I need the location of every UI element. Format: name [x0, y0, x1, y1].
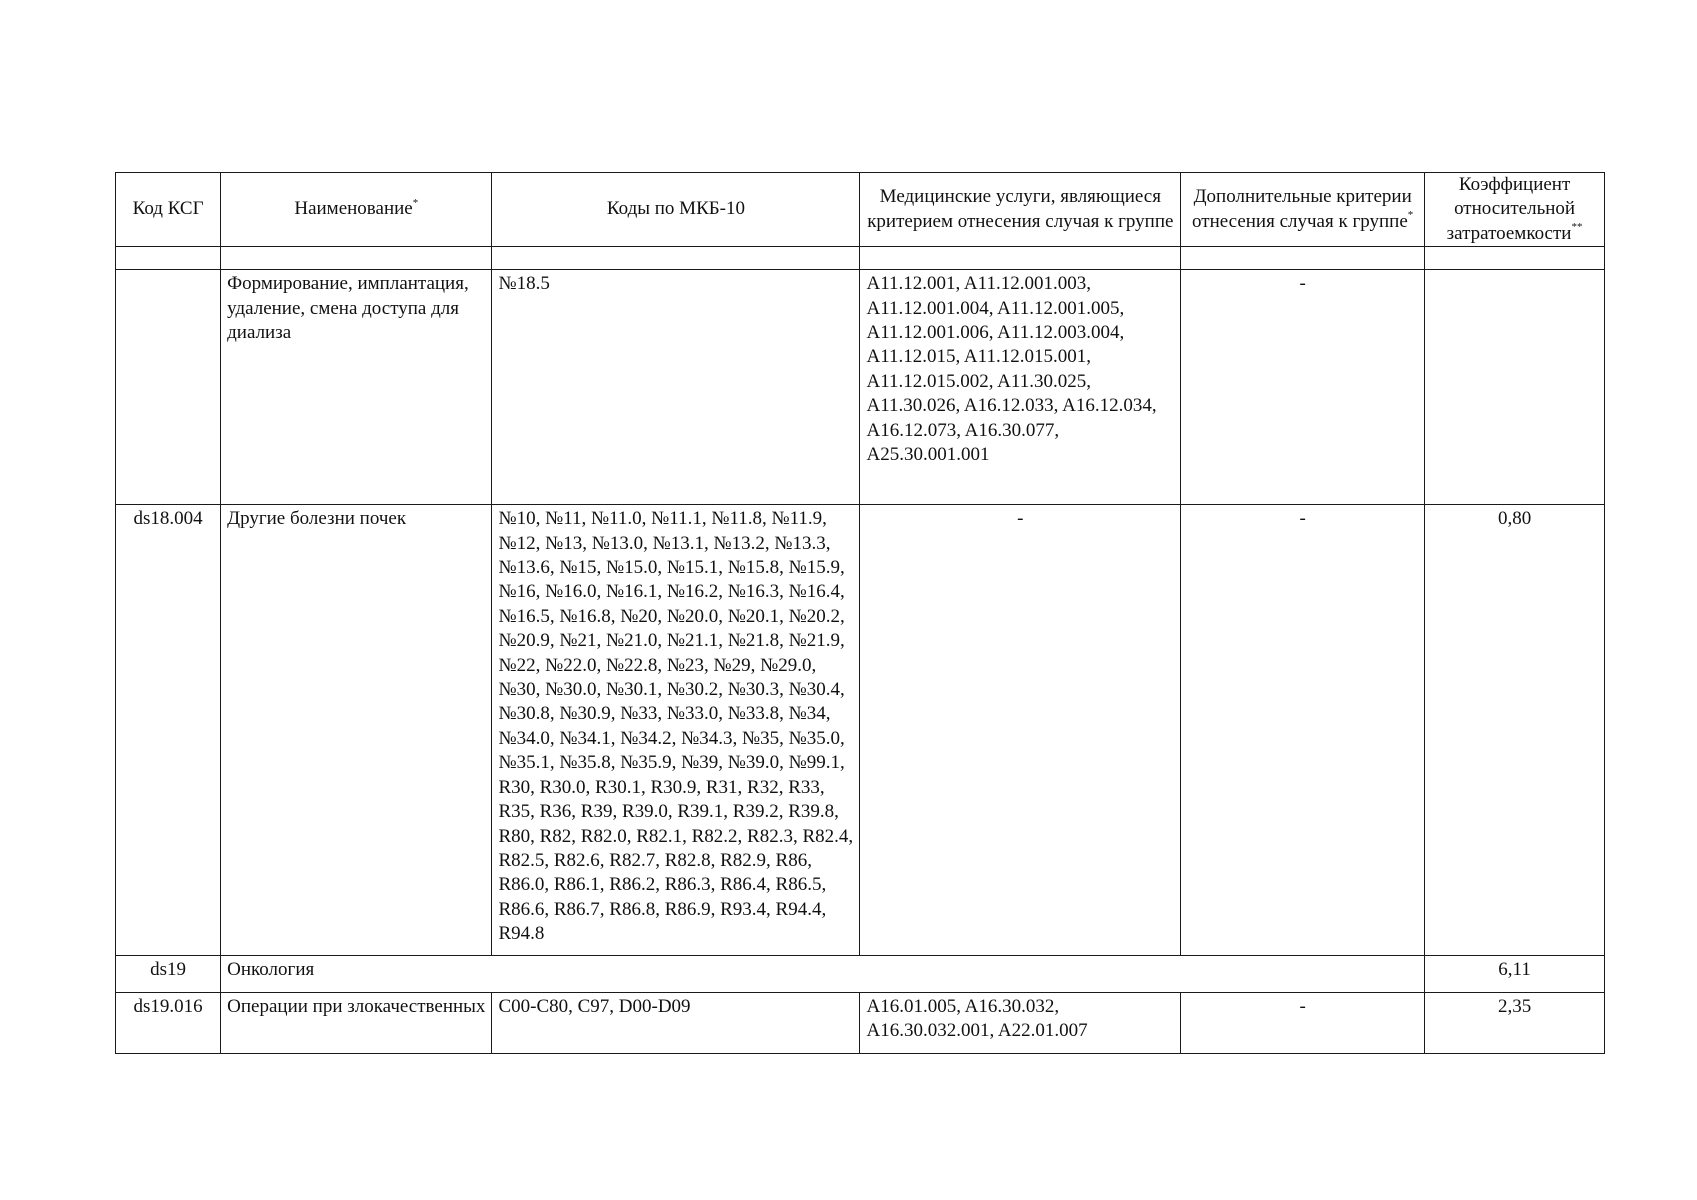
cell-code: ds19.016 [116, 992, 221, 1053]
table-spacer-row [116, 247, 1605, 270]
cell-mkb: C00-C80, C97, D00-D09 [492, 992, 860, 1053]
cell-mkb: №18.5 [492, 270, 860, 505]
footnote-mark: * [1407, 209, 1414, 222]
header-additional: Дополнительные критерии отнесения случая к группе* [1181, 173, 1425, 247]
cell-coef: 0,80 [1425, 505, 1605, 955]
spacer-cell [1425, 247, 1605, 270]
cell-code: ds19 [116, 955, 221, 992]
header-name: Наименование* [221, 173, 492, 247]
spacer-cell [221, 247, 492, 270]
table-header-row [116, 173, 1605, 247]
table-row [116, 992, 1605, 1053]
cell-services: - [860, 505, 1181, 955]
cell-additional: - [1181, 992, 1425, 1053]
cell-additional: - [1181, 505, 1425, 955]
header-coef: Коэффициент относительной затратоемкости** [1425, 173, 1605, 247]
cell-name: Онкология [221, 955, 1425, 992]
cell-services: A11.12.001, A11.12.001.003, A11.12.001.004, A11.12.001.005, A11.12.001.006, A11.12.003.004, A11.12.015, A11.12.015.001, A11.12.015.002, A11.30.025, A11.30.026, A16.12.033, A16.12.034, A16.12.073, A16.30.077, A25.30.001.001 [860, 270, 1181, 505]
cell-coef: 6,11 [1425, 955, 1605, 992]
cell-coef [1425, 270, 1605, 505]
spacer-cell [1181, 247, 1425, 270]
cell-name: Операции при злокачественных [221, 992, 492, 1053]
table-row-section [116, 955, 1605, 992]
cell-mkb: №10, №11, №11.0, №11.1, №11.8, №11.9, №12, №13, №13.0, №13.1, №13.2, №13.3, №13.6, №15, №15.0, №15.1, №15.8, №15.9, №16, №16.0, №16.1, №16.2, №16.3, №16.4, №16.5, №16.8, №20, №20.0, №20.1, №20.2, №20.9, №21, №21.0, №21.1, №21.8, №21.9, №22, №22.0, №22.8, №23, №29, №29.0, №30, №30.0, №30.1, №30.2, №30.3, №30.4, №30.8, №30.9, №33, №33.0, №33.8, №34, №34.0, №34.1, №34.2, №34.3, №35, №35.0, №35.1, №35.8, №35.9, №39, №39.0, №99.1, R30, R30.0, R30.1, R30.9, R31, R32, R33, R35, R36, R39, R39.0, R39.1, R39.2, R39.8, R80, R82, R82.0, R82.1, R82.2, R82.3, R82.4, R82.5, R82.6, R82.7, R82.8, R82.9, R86, R86.0, R86.1, R86.2, R86.3, R86.4, R86.5, R86.6, R86.7, R86.8, R86.9, R93.4, R94.4, R94.8 [492, 505, 860, 955]
cell-code [116, 270, 221, 505]
table-row [116, 270, 1605, 505]
spacer-cell [116, 247, 221, 270]
cell-name: Другие болезни почек [221, 505, 492, 955]
spacer-cell [860, 247, 1181, 270]
cell-code: ds18.004 [116, 505, 221, 955]
table-row [116, 505, 1605, 955]
spacer-cell [492, 247, 860, 270]
footnote-mark: ** [1571, 221, 1583, 234]
ksg-table [115, 172, 1605, 1054]
header-mkb: Коды по МКБ-10 [492, 173, 860, 247]
cell-services: A16.01.005, A16.30.032, A16.30.032.001, A22.01.007 [860, 992, 1181, 1053]
cell-additional: - [1181, 270, 1425, 505]
cell-name: Формирование, имплантация, удаление, смена доступа для диализа [221, 270, 492, 505]
cell-coef: 2,35 [1425, 992, 1605, 1053]
header-code: Код КСГ [116, 173, 221, 247]
header-services: Медицинские услуги, являющиеся критерием отнесения случая к группе [860, 173, 1181, 247]
footnote-mark: * [412, 197, 419, 210]
